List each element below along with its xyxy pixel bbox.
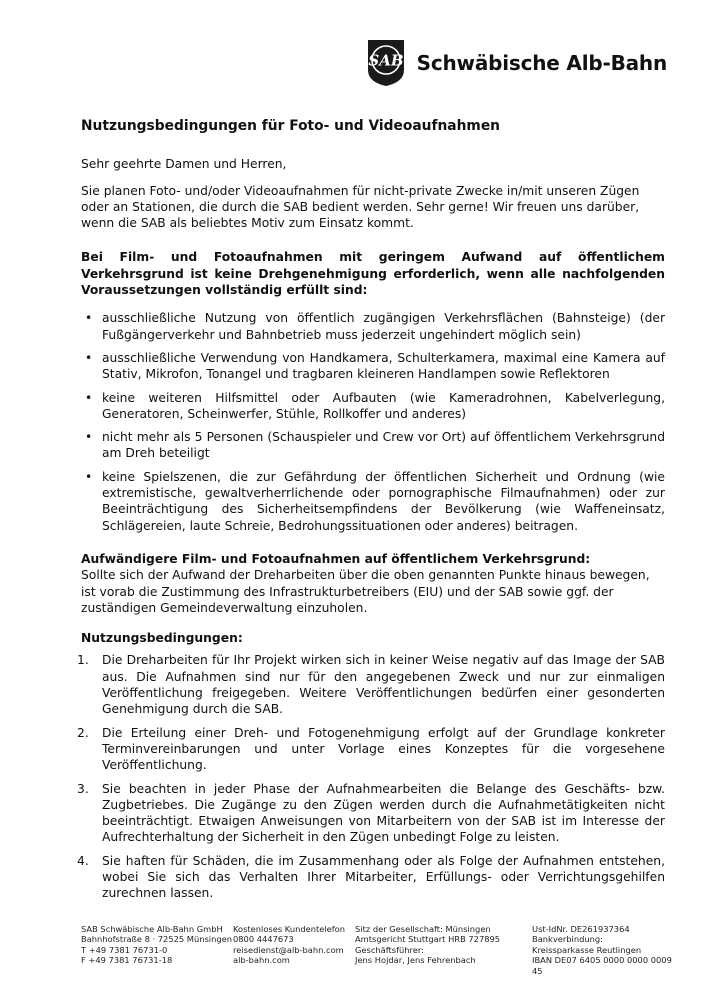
item-number: 3. — [77, 781, 89, 796]
footer-line: Jens Hojdar, Jens Fehrenbach — [355, 955, 476, 966]
footer-line: T +49 7381 76731-0 — [81, 944, 168, 955]
logo — [363, 38, 667, 88]
list-item — [77, 652, 665, 717]
item-number: 2. — [77, 725, 89, 740]
logo-monogram: SAB — [368, 51, 404, 70]
footer-line: Ust-IdNr. DE261937364 — [532, 924, 630, 934]
footer-line: 0800 4447673 — [233, 934, 294, 945]
list-item: • nicht mehr als 5 Personen (Schauspieler und Crew vor Ort) auf öffentlichem Verkehrsgrund am Dreh beteiligt — [81, 429, 665, 462]
footer-line: SAB Schwäbische Alb-Bahn GmbH — [81, 924, 223, 934]
footer-line: Sitz der Gesellschaft: Münsingen — [355, 924, 491, 934]
list-item: • ausschließliche Verwendung von Handkamera, Schulterkamera, maximal eine Kamera auf Stativ, Mikrofon, Tonangel und tragbaren kleineren Handlampen sowie Reflektoren — [81, 350, 665, 383]
footer-contact — [233, 924, 355, 976]
complex-heading: Aufwändigere Film- und Fotoaufnahmen auf öffentlichem Verkehrsgrund: — [81, 551, 591, 566]
list-item — [77, 853, 665, 902]
footer-email: reisedienst@alb-bahn.com — [233, 944, 344, 955]
list-item — [77, 781, 665, 846]
footer-line: Kostenloses Kundentelefon — [233, 924, 346, 934]
item-text: Die Dreharbeiten für Ihr Projekt wirken sich in keiner Weise negativ auf das Image der SAB aus. Die Aufnahmen sind nur für den angegebenen Zweck und nur zur einmaligen Veröffentlichung freigegeben. Weitere Veröffentlichungen bedürfen einer gesonderten Genehmigung durch die SAB. — [102, 653, 665, 717]
footer-line: Geschäftsführer: — [355, 944, 424, 955]
list-item: • keine weiteren Hilfsmittel oder Aufbauten (wie Kameradrohnen, Kabelverlegung, Generatoren, Scheinwerfer, Stühle, Rollkoffer und anderes) — [81, 390, 665, 423]
footer — [81, 924, 677, 976]
item-text: Sie haften für Schäden, die im Zusammenhang oder als Folge der Aufnahmen entstehen, wobei Sie sich das Verhalten Ihrer Mitarbeiter, Erfüllungs- oder Verrichtungsgehilfen zurechnen lassen. — [102, 853, 665, 901]
list-item — [77, 725, 665, 774]
item-text: Die Erteilung einer Dreh- und Fotogenehmigung erfolgt auf der Grundlage konkreter Terminvereinbarungen und unter Vorlage eines Konzeptes für die vorgesehene Veröffentlichung. — [102, 725, 665, 773]
terms-heading: Nutzungsbedingungen: — [81, 631, 243, 646]
footer-company — [81, 924, 233, 976]
requirements-list — [81, 310, 665, 534]
intro-paragraph: Sie planen Foto- und/oder Videoaufnahmen für nicht-private Zwecke in/mit unseren Zügen oder an Stationen, die durch die SAB bedient werden. Sehr gerne! Wir freuen uns darüber, wenn die SAB als beliebtes Motiv zum Einsatz kommt. — [81, 183, 640, 231]
salutation: Sehr geehrte Damen und Herren, — [81, 157, 287, 172]
item-text: Sie beachten in jeder Phase der Aufnahmearbeiten die Belange des Geschäfts- bzw. Zugbetriebes. Die Zugänge zu den Zügen werden durch die Aufnahmetätigkeiten nicht beeinträchtigt. Etwaigen Anweisungen von Mitarbeitern von der SAB ist im Interesse der Aufrechterhaltung der Sicherheit in den Zügen unbedingt Folge zu leisten. — [102, 781, 665, 845]
item-number: 1. — [77, 653, 89, 668]
footer-line: Kreissparkasse Reutlingen — [532, 944, 642, 955]
footer-line: Bankverbindung: — [532, 934, 603, 945]
footer-line: F +49 7381 76731-18 — [81, 955, 173, 966]
document-body — [77, 118, 665, 909]
footer-line: Bahnhofstraße 8 · 72525 Münsingen — [81, 934, 233, 945]
requirements-heading: Bei Film- und Fotoaufnahmen mit geringem Aufwand auf öffentlichem Verkehrsgrund ist keine Drehgenehmigung erforderlich, wenn alle nachfolgenden Voraussetzungen vollständig erfüllt sind: — [81, 250, 665, 298]
footer-registry — [355, 924, 532, 976]
page-title: Nutzungsbedingungen für Foto- und Videoaufnahmen — [81, 118, 500, 134]
sab-logo-icon — [363, 38, 409, 88]
footer-line: Amtsgericht Stuttgart HRB 727895 — [355, 934, 501, 945]
brand-name: Schwäbische Alb-Bahn — [416, 51, 667, 75]
footer-website: alb-bahn.com — [233, 955, 290, 966]
terms-list — [77, 652, 665, 901]
footer-bank — [532, 924, 677, 976]
footer-line: IBAN DE07 6405 0000 0000 0009 45 — [532, 955, 672, 976]
item-number: 4. — [77, 853, 89, 868]
list-item: • keine Spielszenen, die zur Gefährdung der öffentlichen Sicherheit und Ordnung (wie extremistische, gewaltverherrlichende oder pornographische Filmaufnahmen) oder zur Beeinträchtigung des Sicherheitsempfindens der Bevölkerung (wie Waffeneinsatz, Schlägereien, laute Schreie, Bedrohungssituationen oder anderes) beitragen. — [81, 469, 665, 534]
list-item: • ausschließliche Nutzung von öffentlich zugängigen Verkehrsflächen (Bahnsteige) (der Fußgängerverkehr und Bahnbetrieb muss jederzeit ungehindert möglich sein) — [81, 310, 665, 343]
complex-paragraph: Sollte sich der Aufwand der Dreharbeiten über die oben genannten Punkte hinaus bewegen, ist vorab die Zustimmung des Infrastrukturbetreibers (EIU) und der SAB sowie ggf. der zuständigen Gemeindeverwaltung einzuholen. — [81, 568, 650, 615]
